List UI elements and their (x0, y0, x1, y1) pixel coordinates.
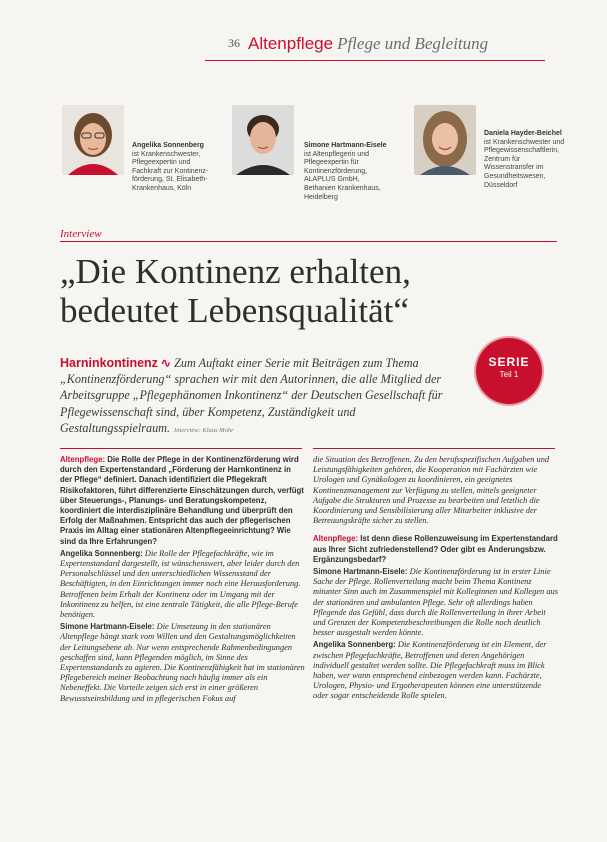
question-label: Altenpflege: (313, 534, 359, 544)
interview-credit: Interview: Klaus Mohr (174, 426, 234, 434)
author-description: ist Krankenschwester, Pflegeexpertin und Fachkraft zur Kontinenz-förderung, St. Elisabeth-Krankenhaus, Köln (132, 150, 209, 192)
answer-2 (60, 622, 305, 704)
author-name: Angelika Sonnenberg (132, 142, 204, 149)
author-photo-hayder-beichel (414, 105, 476, 175)
answer-3 (313, 567, 558, 638)
question-label: Altenpflege: (60, 455, 106, 464)
badge-label: SERIE (488, 355, 530, 369)
answer-speaker: Angelika Sonnenberg: (60, 548, 143, 558)
answer-1 (60, 549, 305, 620)
question-text: Ist denn diese Rollenzuweisung im Expertenstandard aus Ihrer Sicht zufriedenstellend? Oder gibt es Änderungsbzw. Ergänzungsbedarf? (313, 534, 558, 564)
answer-speaker: Angelika Sonnenberg: (313, 640, 396, 650)
author-photo-sonnenberg (62, 105, 124, 175)
question-1 (60, 455, 305, 547)
section-kicker: Interview (60, 228, 102, 240)
answer-text: Die Kontinenzförderung ist ein Element, der zwischen Pflegefachkräfte, Betroffenen und deren Angehörigen individuell gestaltet werden sollte. Die Pflegefachkraft muss im Blick haben, wer wann entsprechend einbezogen werden kann. Fachärzte, Urologen, Physio- und Ergotherapeuten können eine unterstützende oder sogar entscheidende Rolle spielen. (313, 640, 547, 701)
answer-text: Die Kontinenzförderung ist in erster Linie Sache der Pflege. Rollenverteilung macht beim Thema Kontinenz mitunter Sinn auch im Zusammenspiel mit Kolleginnen und Kollegen aus der stationären und ambulanten Pflege. Sehr oft allerdings haben Pflegende das Gefühl, dass durch die Rollenverteilung in ihrer Arbeit und Grenzen der Kompetenzbeschreibungen die Rolle noch deutlich besser ausgestalt werden könnte. (313, 567, 558, 638)
section-title: Pflege und Begleitung (337, 34, 489, 53)
header-rule (205, 60, 545, 61)
answer-speaker: Simone Hartmann-Eisele: (313, 567, 408, 577)
answer-4 (313, 640, 558, 701)
headline: „Die Kontinenz erhalten, bedeutet Lebensqualität“ (60, 252, 411, 330)
badge-part: Teil 1 (499, 370, 519, 379)
lead-paragraph (60, 355, 480, 439)
author-description: ist Krankenschwester und Pflegewissenschaftlerin, Zentrum für Wissenstransfer im Gesundheitswesen, Düsseldorf (484, 138, 565, 189)
answer-text: die Situation des Betroffenen. Zu den berufsspezifischen Aufgaben und Leistungsfähigkeiten gehören, die Kooperation mit Fachärzten wie Urologen und Gynäkologen zu koordinieren, ein geeignetes Kontinenzmanagement zur Verfügung zu stellen, mittels geeigneter Aufgabe die Strukturen und Prozesse zu bearbeiten und letztlich die Koordinierung und Sensibilisierung aller Mitarbeiter inklusive der Betreuungskräfte sicher zu stellen. (313, 455, 550, 526)
author-bio-3 (484, 130, 572, 190)
series-badge (476, 338, 542, 404)
author-bio-1 (132, 142, 220, 194)
page-number: 36 (228, 36, 240, 50)
author-name: Simone Hartmann-Eisele (304, 142, 387, 149)
answer-continued (313, 455, 558, 526)
question-2 (313, 534, 558, 565)
wave-icon: ∿ (160, 356, 172, 370)
answer-text: Die Rolle der Pflegefachkräfte, wie im Expertenstandard dargestellt, ist wünschenswert, aber leider durch den Personalschlüssel und den unterschiedlichen Wissensstand der Beschäftigten, in den Einrichtungen immer noch eine Herausforderung. Betroffenen beim Erhalt der Kontinenz oder im Umgang mit der Inkontinenz zu helfen, ist eine zentrale Tätigkeit, die alle Pflege-Berufe benötigen. (60, 548, 301, 620)
question-text: Die Rolle der Pflege in der Kontinenzförderung wird durch den Expertenstandard „Förderung der Harnkontinenz in der Pflege“ definiert. Danach identifiziert die Pflegekraft Risikofaktoren, führt differenzierte Einschätzungen durch, verfügt über Steuerungs-, Planungs- und Beratungskompetenz, koordiniert die interdisziplinäre Behandlung und überprüft den Erfolg der Maßnahmen. Entspricht das auch der pflegerischen Praxis im Alltag einer stationären Altenpflegeeinrichtung? Wie sind da Ihre Erfahrungen? (60, 455, 304, 546)
answer-text: Die Umsetzung in den stationären Altenpflege hängt stark vom Willen und den Gestaltungsmöglichkeiten der Leitungsebene ab. Nur wenn entsprechende Rahmenbedingungen geschaffen sind, kann Pflegenden möglich, im Sinne des Expertenstandards zu agieren. Die Kontinenzfähigkeit hat im stationären Pflegebereich meiner Beobachtung nach häufig immer als ein Nebeneffekt. Die Vorteile zeigen sich erst in einer größeren Bewusstseinsbildung und in pflegerischen Fokus auf (60, 622, 305, 703)
kicker-rule (60, 241, 557, 242)
magazine-title: Altenpflege (248, 34, 334, 53)
author-name: Daniela Hayder-Beichel (484, 130, 562, 137)
author-description: ist Altenpflegerin und Pflegeexpertin für Kontinenzförderung, ALAPLUS GmbH, Bethanien Krankenhaus, Heidelberg (304, 150, 381, 201)
column-rule-right (313, 448, 555, 449)
article-column-right (313, 455, 558, 704)
author-bio-2 (304, 142, 392, 202)
running-header (228, 34, 488, 54)
topic-tag: Harninkontinenz (60, 356, 158, 370)
author-photo-hartmann-eisele (232, 105, 294, 175)
article-column-left (60, 455, 305, 706)
lead-text: Zum Auftakt einer Serie mit Beiträgen zum Thema „Kontinenzförderung“ sprachen wir mit den Autorinnen, die alle Mitglied der Arbeitsgruppe „Pflegephänomen Inkontinenz“ der Deutschen Gesellschaft für Pflegewissenschaft sind, über Kompetenz, Zuständigkeit und Gestaltungsspielraum. (60, 356, 443, 435)
answer-speaker: Simone Hartmann-Eisele: (60, 622, 155, 632)
column-rule-left (60, 448, 302, 449)
